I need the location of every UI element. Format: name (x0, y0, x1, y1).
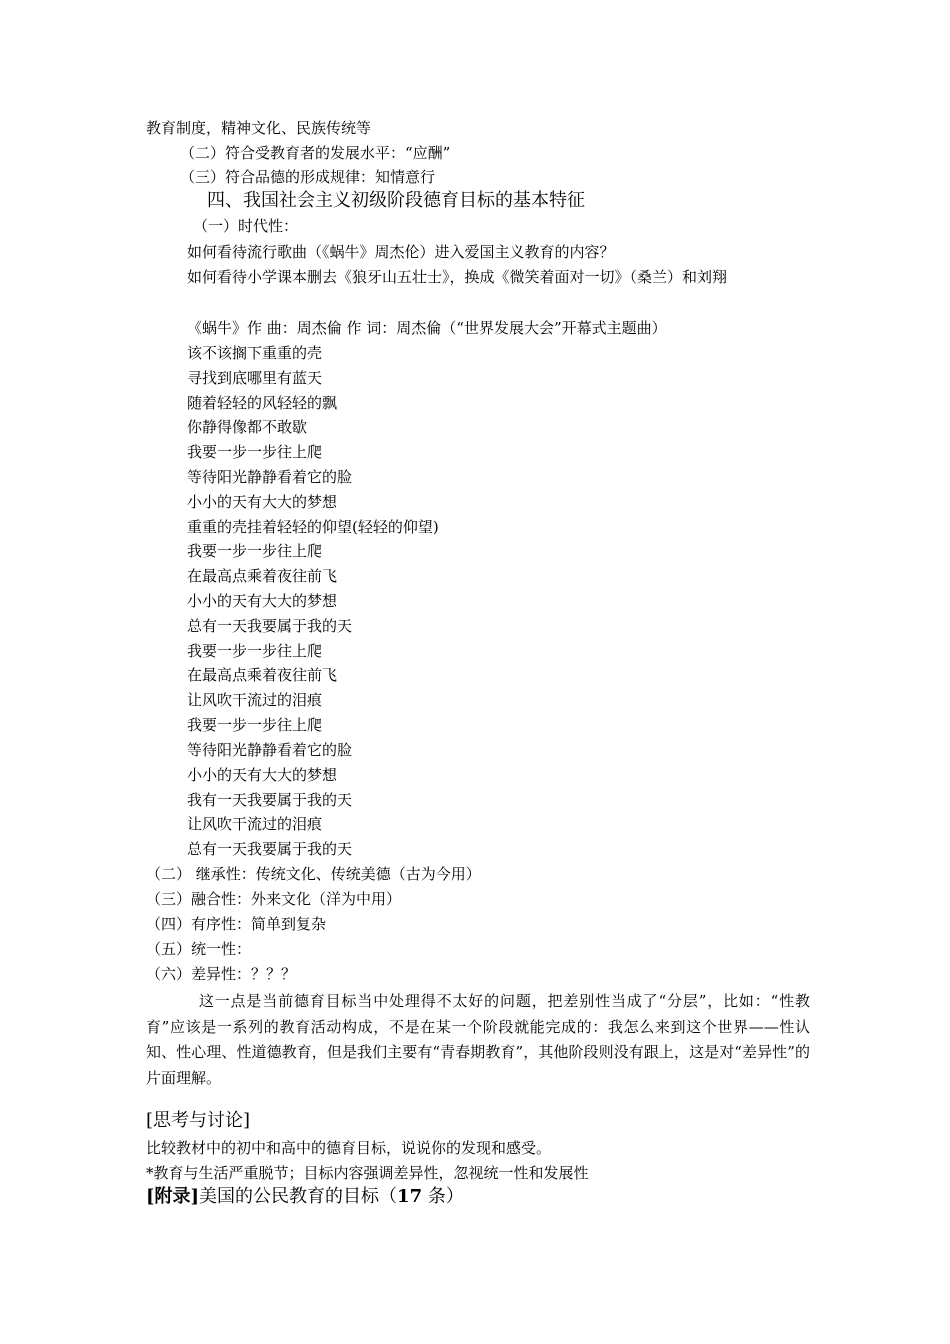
lyric-line: 我有一天我要属于我的天 (187, 791, 353, 809)
feature-item: （四）有序性：简单到复杂 (146, 915, 327, 933)
lyric-line: 总有一天我要属于我的天 (187, 617, 353, 635)
text-line: （二）符合受教育者的发展水平：“应酬” (180, 144, 451, 162)
text-line: （三）符合品德的形成规律：知情意行 (180, 168, 436, 186)
song-header: 《蜗牛》作 曲：周杰倫 作 词：周杰倫（“世界发展大会”开幕式主题曲） (187, 319, 667, 337)
appendix-heading: [附录]美国的公民教育的目标（17 条） (146, 1186, 464, 1207)
lyric-line: 你静得像都不敢歇 (187, 418, 308, 436)
lyric-line: 等待阳光静静看着它的脸 (187, 741, 353, 759)
lyric-line: 让风吹干流过的泪痕 (187, 815, 323, 833)
lyric-line: 随着轻轻的风轻轻的飘 (187, 394, 338, 412)
subsection-heading: （一）时代性： (193, 217, 299, 235)
lyric-line: 小小的天有大大的梦想 (187, 592, 338, 610)
feature-item: （六）差异性：？？？ (146, 965, 297, 983)
discussion-heading: [思考与讨论] (146, 1110, 251, 1131)
lyric-line: 在最高点乘着夜往前飞 (187, 567, 338, 585)
lyric-line: 小小的天有大大的梦想 (187, 766, 338, 784)
text-line: *教育与生活严重脱节；目标内容强调差异性，忽视统一性和发展性 (146, 1164, 589, 1182)
paragraph-text: 这一点是当前德育目标当中处理得不太好的问题，把差别性当成了“分层”，比如：“性教育”应该是一系列的教育活动构成，不是在某一个阶段就能完成的：我怎么来到这个世界——性认知、性心理、性道德教育，但是我们主要有“青春期教育”，其他阶段则没有跟上，这是对“差异性”的片面理解。 (146, 992, 810, 1087)
feature-item: （二） 继承性：传统文化、传统美德（古为今用） (146, 865, 481, 883)
lyric-line: 该不该搁下重重的壳 (187, 344, 323, 362)
lyric-line: 让风吹干流过的泪痕 (187, 691, 323, 709)
feature-item: （五）统一性： (146, 940, 252, 958)
lyric-line: 寻找到底哪里有蓝天 (187, 369, 323, 387)
lyric-line: 等待阳光静静看着它的脸 (187, 468, 353, 486)
lyric-line: 小小的天有大大的梦想 (187, 493, 338, 511)
lyric-line: 我要一步一步往上爬 (187, 716, 323, 734)
body-paragraph (146, 989, 810, 1091)
lyric-line: 我要一步一步往上爬 (187, 642, 323, 660)
lyric-line: 在最高点乘着夜往前飞 (187, 666, 338, 684)
text-line: 如何看待流行歌曲（《蜗牛》周杰伦）进入爱国主义教育的内容？ (187, 243, 615, 261)
lyric-line: 总有一天我要属于我的天 (187, 840, 353, 858)
feature-item: （三）融合性：外来文化（洋为中用） (146, 890, 402, 908)
text-line: 如何看待小学课本删去《狼牙山五壮士》，换成《微笑着面对一切》（桑兰）和刘翔 (187, 268, 728, 286)
section-heading: 四、我国社会主义初级阶段德育目标的基本特征 (207, 190, 585, 211)
lyric-line: 我要一步一步往上爬 (187, 542, 323, 560)
lyric-line: 重重的壳挂着轻轻的仰望(轻轻的仰望) (187, 518, 439, 536)
lyric-line: 我要一步一步往上爬 (187, 443, 323, 461)
text-line: 比较教材中的初中和高中的德育目标，说说你的发现和感受。 (146, 1139, 552, 1157)
text-line: 教育制度，精神文化、民族传统等 (146, 119, 372, 137)
